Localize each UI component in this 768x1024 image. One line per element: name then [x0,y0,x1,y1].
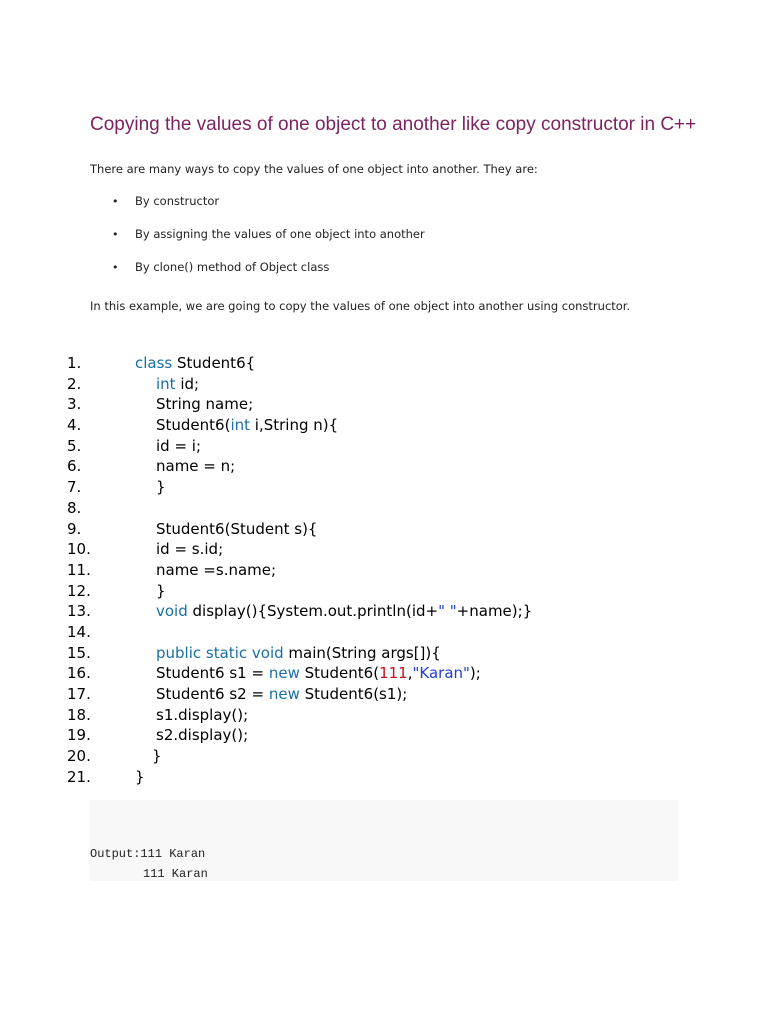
line-number: 2. [67,374,82,393]
code-token: , [407,664,413,683]
code-token: } [156,478,166,497]
line-number: 7. [67,478,82,497]
code-keyword: int [156,374,176,393]
bullet-icon: • [112,228,119,241]
list-item [90,193,425,226]
code-keyword: new [268,685,300,703]
line-number: 3. [67,395,82,414]
code-token: i,String n){ [250,416,339,435]
code-line [67,601,533,622]
code-number: 111 [379,664,408,683]
list-item-text: By constructor [135,194,220,208]
code-line [67,477,166,498]
code-token: String name; [156,395,254,414]
line-number: 16. [67,664,91,683]
code-token: id = s.id; [156,540,224,559]
code-keyword: int [230,416,251,435]
output-label: Output: [90,847,141,861]
list-item-text: By assigning the values of one object into another [135,227,425,241]
code-line [67,456,236,477]
list-item-text: By clone() method of Object class [135,260,330,274]
line-number: 20. [67,747,91,766]
line-number: 4. [67,416,82,435]
code-text [152,746,162,767]
code-line [67,519,318,540]
line-number: 13. [67,602,91,621]
code-line [67,415,339,436]
list-item [90,226,425,259]
code-line [67,374,200,395]
page-title: Copying the values of one object to another like copy constructor in C++ [90,114,697,135]
code-text [156,374,199,395]
code-line [67,767,145,788]
code-keyword: new [268,664,300,683]
line-number: 14. [67,622,91,641]
code-token: } [156,581,166,600]
code-line [67,436,202,457]
code-line [67,705,249,726]
line-number: 6. [67,457,82,476]
intro-paragraph: There are many ways to copy the values of one object into another. They are: [90,162,538,176]
copy-methods-list [90,193,425,292]
code-token: Student6( [156,416,231,435]
code-text [135,353,255,374]
code-token: Student6 s1 = [156,664,269,683]
code-keyword: public [156,643,202,662]
code-line [67,539,224,560]
code-line [67,394,254,415]
code-token: id = i; [156,436,202,455]
code-line [67,725,249,746]
code-token: Student6(Student s){ [156,519,318,538]
code-keyword: void [251,643,284,662]
line-number: 10. [67,540,91,559]
list-item [90,259,425,292]
code-text [135,767,145,788]
code-line [67,581,166,602]
code-text [156,705,248,726]
code-line [67,663,481,684]
code-text [156,581,166,602]
line-number: 12. [67,581,91,600]
code-text [156,519,317,540]
code-line [67,643,441,664]
code-token: id; [175,374,200,393]
code-token: main(String args[]){ [283,643,441,662]
output-block [90,800,678,881]
code-text [156,477,166,498]
code-token: Student6{ [172,354,256,372]
code-keyword: void [156,602,188,621]
code-text [156,456,235,477]
line-number: 1. [67,354,82,372]
output-line: 111 Karan [140,847,206,861]
code-token: name =s.name; [156,560,277,579]
code-token: Student6 s2 = [156,685,269,703]
line-number: 8. [67,498,82,517]
line-number: 15. [67,643,91,662]
code-text [156,560,276,581]
line-number: 18. [67,705,91,724]
code-line [67,746,162,767]
line-number: 11. [67,560,91,579]
code-token: } [152,747,162,766]
code-token: +name);} [456,602,533,621]
code-token: s1.display(); [156,705,249,724]
code-string: "Karan" [412,664,470,683]
code-keyword: class [135,354,173,372]
code-token: name = n; [156,457,236,476]
bullet-icon: • [112,195,119,208]
code-token: Student6(s1); [299,685,408,703]
code-text [156,663,481,684]
code-text [156,601,532,622]
code-text [156,415,338,436]
code-string: " " [438,602,457,621]
line-number: 5. [67,436,82,455]
code-text [156,539,223,560]
code-text [156,436,201,457]
output-line: 111 Karan [143,867,208,881]
code-listing [67,353,533,787]
code-token: } [135,767,145,786]
example-paragraph: In this example, we are going to copy the values of one object into another using constructor. [90,299,631,313]
code-token: Student6( [299,664,380,683]
code-line [67,353,256,374]
code-keyword: static [205,643,248,662]
line-number: 9. [67,519,82,538]
code-line [67,622,127,643]
code-token: s2.display(); [156,726,249,745]
code-text [156,394,253,415]
code-token: display(){System.out.println(id+ [187,602,439,621]
code-text [156,643,441,664]
bullet-icon: • [112,261,119,274]
code-line [67,560,277,581]
line-number: 17. [67,685,91,703]
code-line [67,684,408,705]
output-text [90,844,208,884]
code-line [67,498,127,519]
code-token: ); [469,664,481,683]
line-number: 19. [67,726,91,745]
code-text [156,684,407,705]
code-text [156,725,248,746]
line-number: 21. [67,767,91,786]
